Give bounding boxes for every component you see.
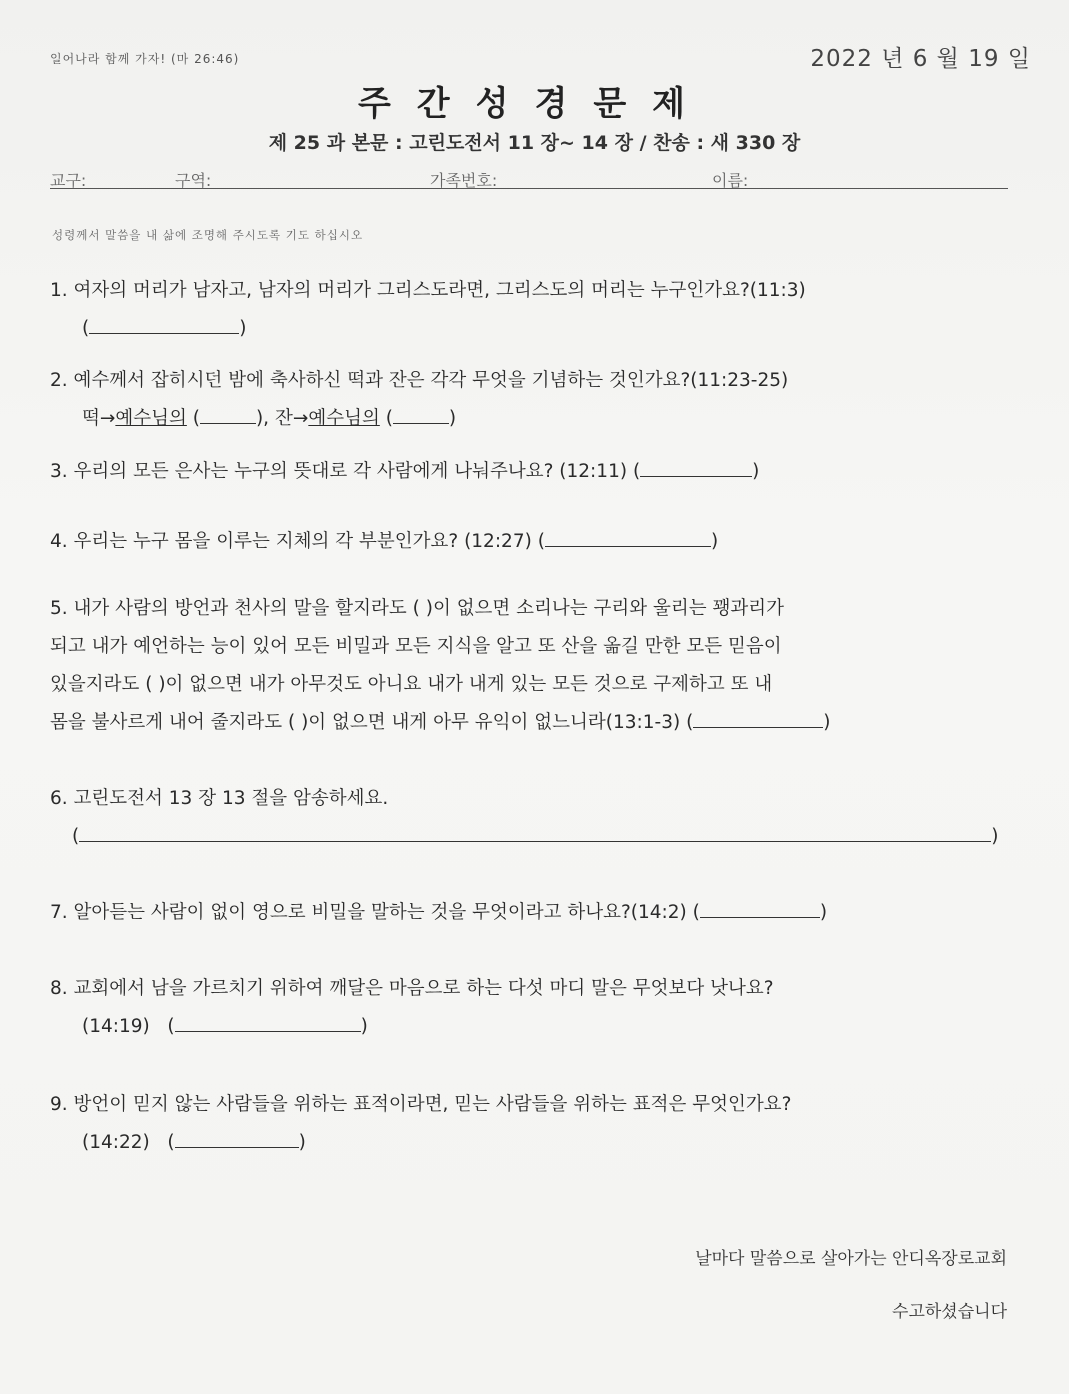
question-text: 1. 여자의 머리가 남자고, 남자의 머리가 그리스도라면, 그리스도의 머리는 누구인가요?(11:3) <box>50 280 806 301</box>
question-9 <box>50 1086 1010 1162</box>
lesson-subtitle: 제 25 과 본문 : 고린도전서 11 장~ 14 장 / 찬송 : 새 330 장 <box>268 132 801 154</box>
question-text: 7. 알아듣는 사람이 없이 영으로 비밀을 말하는 것을 무엇이라고 하나요?(14:2) <box>50 902 687 923</box>
motto: 일어나라 함께 가자! (마 26:46) <box>50 52 240 66</box>
answer-blank[interactable] <box>175 1013 361 1032</box>
answer-blank[interactable] <box>89 315 239 334</box>
question-text-line-3: 있을지라도 ( )이 없으면 내가 아무것도 아니요 내가 내게 있는 모든 것으로 구제하고 또 내 <box>50 674 773 695</box>
church-name: 날마다 말씀으로 살아가는 안디옥장로교회 <box>695 1249 1007 1269</box>
answer-blank-cup[interactable] <box>393 405 449 424</box>
question-5: 5. 내가 사람의 방언과 천사의 말을 할지라도 ( )이 없으면 소리나는 구리와 울리는 꽹과리가 되고 내가 예언하는 능이 있어 모든 비밀과 모든 지식을 알고 또 산을 옮길 만한 모든 믿음이 있을지라도 ( )이 없으면 내가 아무것도 아니요 내가 내게 있는 모든 것으로 구제하고 또 내 몸을 불사르게 내어 줄지라도 ( )이 없으면 내게 아무 유익이 없느니라(13:1-3) ( ) <box>50 590 1010 742</box>
bread-label: 떡→ <box>82 408 116 429</box>
family-number-label: 가족번호: <box>430 171 498 190</box>
answer-blank[interactable] <box>79 823 991 842</box>
question-2 <box>50 362 1010 438</box>
name-label: 이름: <box>712 171 749 190</box>
question-text: 8. 교회에서 남을 가르치기 위하여 깨달은 마음으로 하는 다섯 마디 말은 무엇보다 낫나요? <box>50 978 774 999</box>
question-text-line-1: 5. 내가 사람의 방언과 천사의 말을 할지라도 ( )이 없으면 소리나는 구리와 울리는 꽹과리가 <box>50 598 785 619</box>
answer-blank[interactable] <box>693 709 823 728</box>
question-3: 3. 우리의 모든 은사는 누구의 뜻대로 각 사람에게 나눠주나요? (12:11) ( ) <box>50 453 1010 491</box>
answer-line: 떡→예수님의 ( ), 잔→예수님의 ( ) <box>50 400 1010 438</box>
answer-line: ( ) <box>50 818 1010 856</box>
info-fields-line <box>50 168 1008 189</box>
reference: (14:22) <box>82 1132 150 1153</box>
question-text: 3. 우리의 모든 은사는 누구의 뜻대로 각 사람에게 나눠주나요? (12:11) <box>50 461 628 482</box>
jesus-of-label: 예수님의 <box>308 408 380 429</box>
question-6 <box>50 780 1010 856</box>
jesus-of-label: 예수님의 <box>115 408 187 429</box>
answer-blank[interactable] <box>175 1129 299 1148</box>
question-1 <box>50 272 1010 348</box>
answer-line: ( ) <box>50 310 1010 348</box>
district-label: 교구: <box>50 171 87 190</box>
question-8 <box>50 970 1010 1046</box>
question-text: 6. 고린도전서 13 장 13 절을 암송하세요. <box>50 788 389 809</box>
answer-line: (14:19) ( ) <box>50 1008 1010 1046</box>
reference: (14:19) <box>82 1016 150 1037</box>
answer-blank[interactable] <box>700 899 820 918</box>
cup-label: 잔→ <box>274 408 309 429</box>
question-text-line-4: 몸을 불사르게 내어 줄지라도 ( )이 없으면 내게 아무 유익이 없느니라(13:1-3) <box>50 712 681 733</box>
question-4: 4. 우리는 누구 몸을 이루는 지체의 각 부분인가요? (12:27) ( ) <box>50 523 1010 561</box>
question-7: 7. 알아듣는 사람이 없이 영으로 비밀을 말하는 것을 무엇이라고 하나요?(14:2) ( ) <box>50 894 1010 932</box>
question-text: 4. 우리는 누구 몸을 이루는 지체의 각 부분인가요? (12:27) <box>50 531 532 552</box>
section-label: 구역: <box>175 171 212 190</box>
question-text: 9. 방언이 믿지 않는 사람들을 위하는 표적이라면, 믿는 사람들을 위하는 표적은 무엇인가요? <box>50 1094 792 1115</box>
instruction-text: 성령께서 말씀을 내 삶에 조명해 주시도록 기도 하십시오 <box>52 228 364 242</box>
answer-line: (14:22) ( ) <box>50 1124 1010 1162</box>
question-text-line-2: 되고 내가 예언하는 능이 있어 모든 비밀과 모든 지식을 알고 또 산을 옮길 만한 모든 믿음이 <box>50 636 782 657</box>
date: 2022 년 6 월 19 일 <box>810 46 1031 72</box>
answer-blank[interactable] <box>640 458 752 477</box>
page-title: 주간성경문제 <box>357 84 712 124</box>
answer-blank-bread[interactable] <box>200 405 256 424</box>
question-text: 2. 예수께서 잡히시던 밤에 축사하신 떡과 잔은 각각 무엇을 기념하는 것인가요?(11:23-25) <box>50 370 789 391</box>
thanks-text: 수고하셨습니다 <box>892 1302 1007 1322</box>
answer-blank[interactable] <box>545 528 711 547</box>
